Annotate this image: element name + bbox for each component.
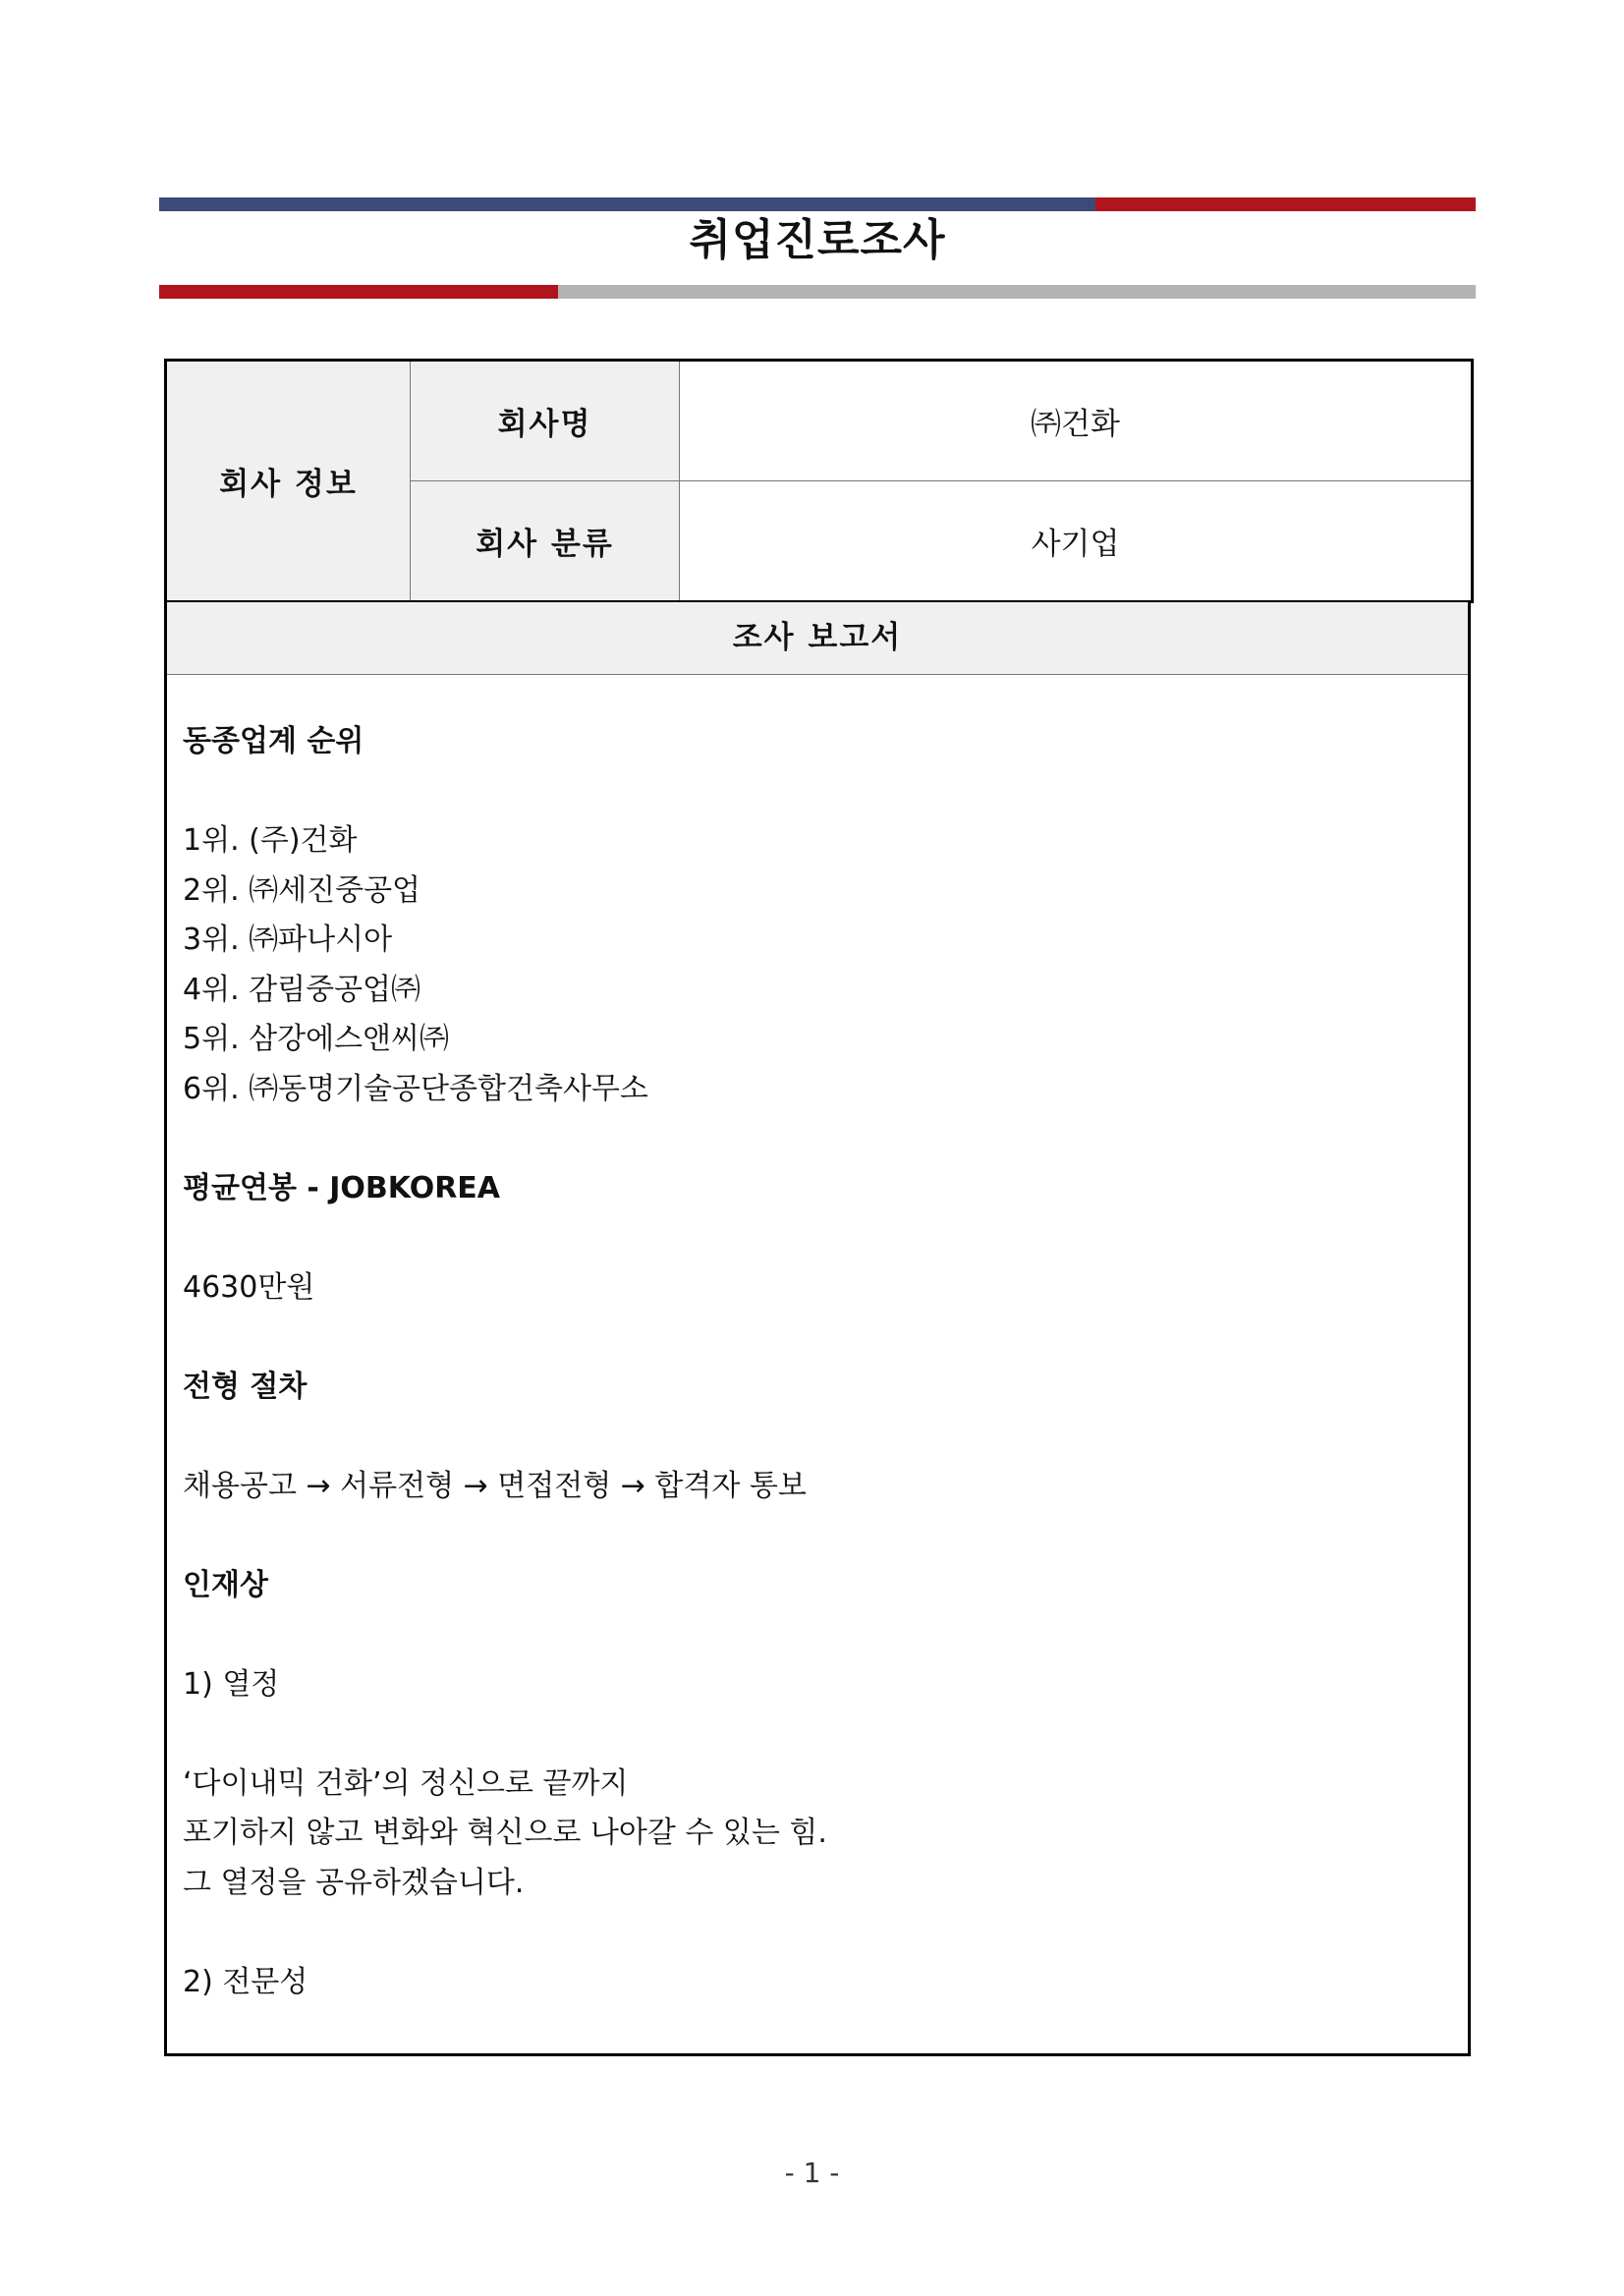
salary-value: 4630만원 <box>183 1269 315 1305</box>
ranking-item: 1위. (주)건화 <box>183 823 358 858</box>
ideal-item-1-text: 그 열정을 공유하겠습니다. <box>183 1865 525 1900</box>
ranking-item: 5위. 삼강에스앤씨㈜ <box>183 1022 450 1056</box>
report-body <box>167 675 1468 2007</box>
document-title: 취업진로조사 <box>689 215 946 265</box>
ranking-item: 6위. ㈜동명기술공단종합건축사무소 <box>183 1071 648 1106</box>
ranking-heading: 동종업계 순위 <box>183 724 364 758</box>
bottom-bar-red <box>159 285 558 299</box>
ideal-item-2-title: 2) 전문성 <box>183 1964 308 1999</box>
company-name-label: 회사명 <box>411 361 680 481</box>
company-info-section-label: 회사 정보 <box>166 361 411 602</box>
salary-heading: 평균연봉 - JOBKOREA <box>183 1170 501 1205</box>
ideal-item-1-text: 포기하지 않고 변화와 혁신으로 나아갈 수 있는 힘. <box>183 1816 827 1850</box>
company-category-label: 회사 분류 <box>411 481 680 602</box>
process-steps: 채용공고 → 서류전형 → 면접전형 → 합격자 통보 <box>183 1468 807 1503</box>
ranking-item: 2위. ㈜세진중공업 <box>183 872 421 908</box>
company-category-value: 사기업 <box>680 481 1473 602</box>
bottom-bar-gray <box>558 285 1476 299</box>
process-heading: 전형 절차 <box>183 1369 308 1404</box>
page-number: - 1 - <box>784 2156 840 2189</box>
company-name-value: ㈜건화 <box>680 361 1473 481</box>
ideal-heading: 인재상 <box>183 1567 268 1602</box>
ranking-item: 4위. 감림중공업㈜ <box>183 972 421 1007</box>
company-info-table <box>164 359 1474 603</box>
ranking-item: 3위. ㈜파나시아 <box>183 923 393 957</box>
report-title: 조사 보고서 <box>167 602 1468 675</box>
ideal-item-1-title: 1) 열정 <box>183 1666 280 1702</box>
report-box <box>164 602 1471 2056</box>
ideal-item-1-text: ‘다이내믹 건화’의 정신으로 끝까지 <box>183 1765 629 1801</box>
